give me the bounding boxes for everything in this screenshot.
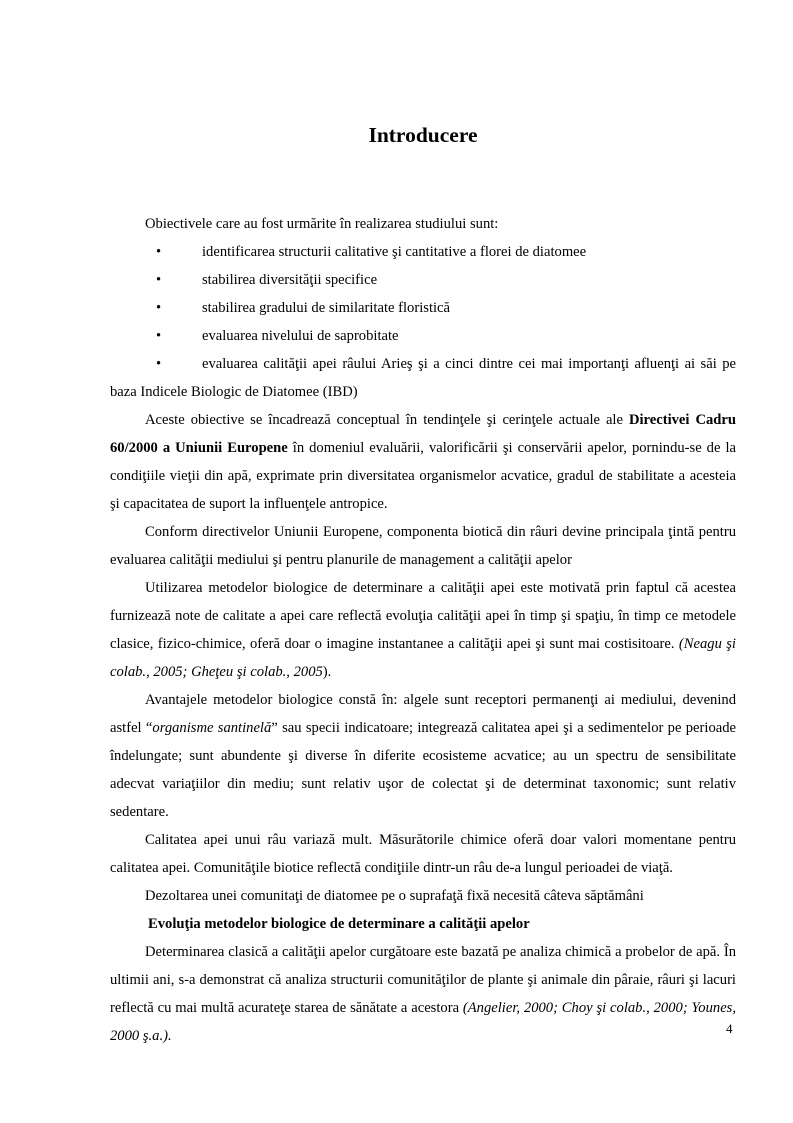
section-heading: Evoluţia metodelor biologice de determinare a calităţii apelor xyxy=(148,916,530,932)
list-item: • evaluarea calităţii apei râului Arieş şi a cinci dintre cei mai importanţi afluenţi ai săi pe baza Indicele Biologic de Diatomee (IBD) xyxy=(110,350,736,406)
paragraph-diatom-development: Dezoltarea unei comunitaţi de diatomee pe o suprafaţă fixă necesită câteva săptămâni xyxy=(145,888,644,904)
objectives-list xyxy=(110,238,736,406)
list-item: • stabilirea gradului de similaritate floristică xyxy=(110,294,736,322)
list-item: • evaluarea nivelului de saprobitate xyxy=(110,322,736,350)
page-title: Introducere xyxy=(368,123,478,147)
citation: (Angelier, 2000; Choy şi colab., 2000; Younes, 2000 ş.a.). xyxy=(110,1000,736,1044)
italic-term: organisme santinelă xyxy=(152,720,272,736)
page-number: 4 xyxy=(726,1021,733,1036)
paragraph-advantages: Avantajele metodelor biologice constă în: algele sunt receptori permanenţi ai mediului, devenind astfel “organisme santinelă” sau specii indicatoare; integrează calitatea apei şi a sedimentelor pe perioade îndelungate; sunt abundente şi diverse în diferite ecosisteme acvatice; au un spectru de sensibilitate adecvat variaţiilor din mediu; sunt relativ uşor de colectat şi de determinat taxonomic; sunt relativ sedentare. xyxy=(110,692,736,820)
document-body xyxy=(110,210,736,1050)
paragraph-water-quality: Calitatea apei unui râu variază mult. Măsurătorile chimice oferă doar valori momentane pentru calitatea apei. Comunităţile biotice reflectă condiţiile dintr-un râu de-a lungul perioadei de viaţă. xyxy=(110,832,736,876)
list-item: • identificarea structurii calitative şi cantitative a florei de diatomee xyxy=(110,238,736,266)
paragraph-eu: Conform directivelor Uniunii Europene, componenta biotică din râuri devine principala ţintă pentru evaluarea calităţii mediului şi pentru planurile de management a calităţii apelor xyxy=(110,524,736,568)
citation: (Neagu şi colab., 2005; Gheţeu şi colab., 2005 xyxy=(110,636,736,680)
list-item: • stabilirea diversităţii specifice xyxy=(110,266,736,294)
directive-name: Directivei Cadru 60/2000 a Uniunii Europene xyxy=(110,412,736,456)
intro-paragraph: Obiectivele care au fost urmărite în realizarea studiului sunt: xyxy=(145,216,499,232)
paragraph-classic-determination: Determinarea clasică a calităţii apelor curgătoare este bazată pe analiza chimică a probelor de apă. În ultimii ani, s-a demonstrat că analiza structurii comunităţilor de plante şi animale din pâraie, râuri şi lacuri reflectă cu mai multă acurateţe starea de sănătate a acestora (Angelier, 2000; Choy şi colab., 2000; Younes, 2000 ş.a.). xyxy=(110,944,736,1044)
bullet-icon: • xyxy=(156,272,162,288)
bullet-icon: • xyxy=(156,328,162,344)
bullet-icon: • xyxy=(156,356,162,372)
paragraph-methods: Utilizarea metodelor biologice de determinare a calităţii apei este motivată prin faptul că acestea furnizează note de calitate a apei care reflectă evoluţia calităţii apei în timp şi spaţiu, în timp ce metodele clasice, fizico-chimice, oferă doar o imagine instantanee a calităţii apei şi sunt mai costisitoare. (Neagu şi colab., 2005; Gheţeu şi colab., 2005). xyxy=(110,580,736,680)
bullet-icon: • xyxy=(156,300,162,316)
paragraph-directive: Aceste obiective se încadrează conceptual în tendinţele şi cerinţele actuale ale Directivei Cadru 60/2000 a Uniunii Europene în domeniul evaluării, valorificării şi conservării apelor, pornindu-se de la condiţiile vieţii din apă, exprimate prin diversitatea organismelor acvatice, gradul de stabilitate a acesteia şi capacitatea de suport la influenţele antropice. xyxy=(110,412,736,512)
bullet-icon: • xyxy=(156,244,162,260)
